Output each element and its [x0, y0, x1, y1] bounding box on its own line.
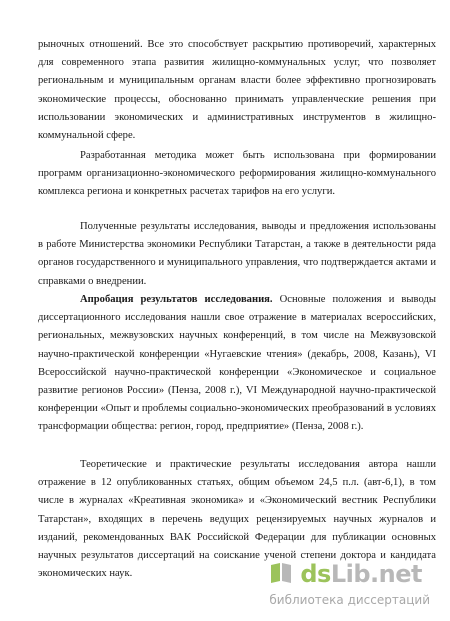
paragraph-4 [38, 291, 436, 437]
section-heading-approbation: Апробация результатов исследования. [80, 294, 273, 305]
paragraph-3 [38, 218, 436, 291]
paragraph-1: рыночных отношений. Все это способствует раскрытию противоречий, характерных для современного этапа развития жилищно-коммунальных услуг, что позволяет региональным и муниципальным органам власти более эффективно прогнозировать экономические процессы, обоснованно принимать управленческие решения при использовании экономических и административных инструментов в жилищно-коммунальной сфере. [38, 39, 436, 142]
paragraph-2-text: Разработанная методика может быть использована при формировании программ организационно-экономического реформирования жилищно-коммунального комплекса региона и конкретных расчетах тарифов на его услуги. [38, 150, 436, 198]
book-icon [268, 559, 294, 590]
paragraph-2 [38, 147, 436, 202]
paragraph-5-text: Теоретические и практические результаты исследования автора нашли отражение в 12 опубликованных статьях, общим объемом 24,5 п.л. (авт-6,1), в том числе в журналах «Креативная экономика» и «Экономический вестник Республики Татарстан», входящих в перечень ведущих рецензируемых научных журналов и изданий, рекомендованных ВАК Российской Федерации для публикации основных научных результатов диссертаций на соискание ученой степени доктора и кандидата экономических наук. [38, 459, 436, 580]
watermark-brand-ds: ds [300, 560, 331, 588]
watermark-logo [268, 555, 422, 593]
paragraph-3-text: Полученные результаты исследования, выводы и предложения использованы в работе Министерства экономики Республики Татарстан, а также в деятельности ряда органов государственного и муниципального управления, что подтверждается актами и справками о внедрении. [38, 221, 436, 287]
watermark-brand-lib: Lib.net [330, 560, 422, 588]
watermark-caption: библиотека диссертаций [269, 593, 430, 607]
paragraph-4-text: Основные положения и выводы диссертационного исследования нашли свое отражение в материалах всероссийских, региональных, межвузовских научных конференций, в том числе на Межвузовской научно-практической конференции «Нугаевские чтения» (декабрь, 2008, Казань), VI Всероссийской научно-практической конференции «Экономическое и социальное развитие регионов России» (Пенза, 2008 г.), VI Международной научно-практической конференции «Опыт и проблемы социально-экономических преобразований в условиях трансформации общества: регион, город, предприятие» (Пенза, 2008 г.). [38, 294, 436, 433]
watermark [242, 555, 442, 615]
